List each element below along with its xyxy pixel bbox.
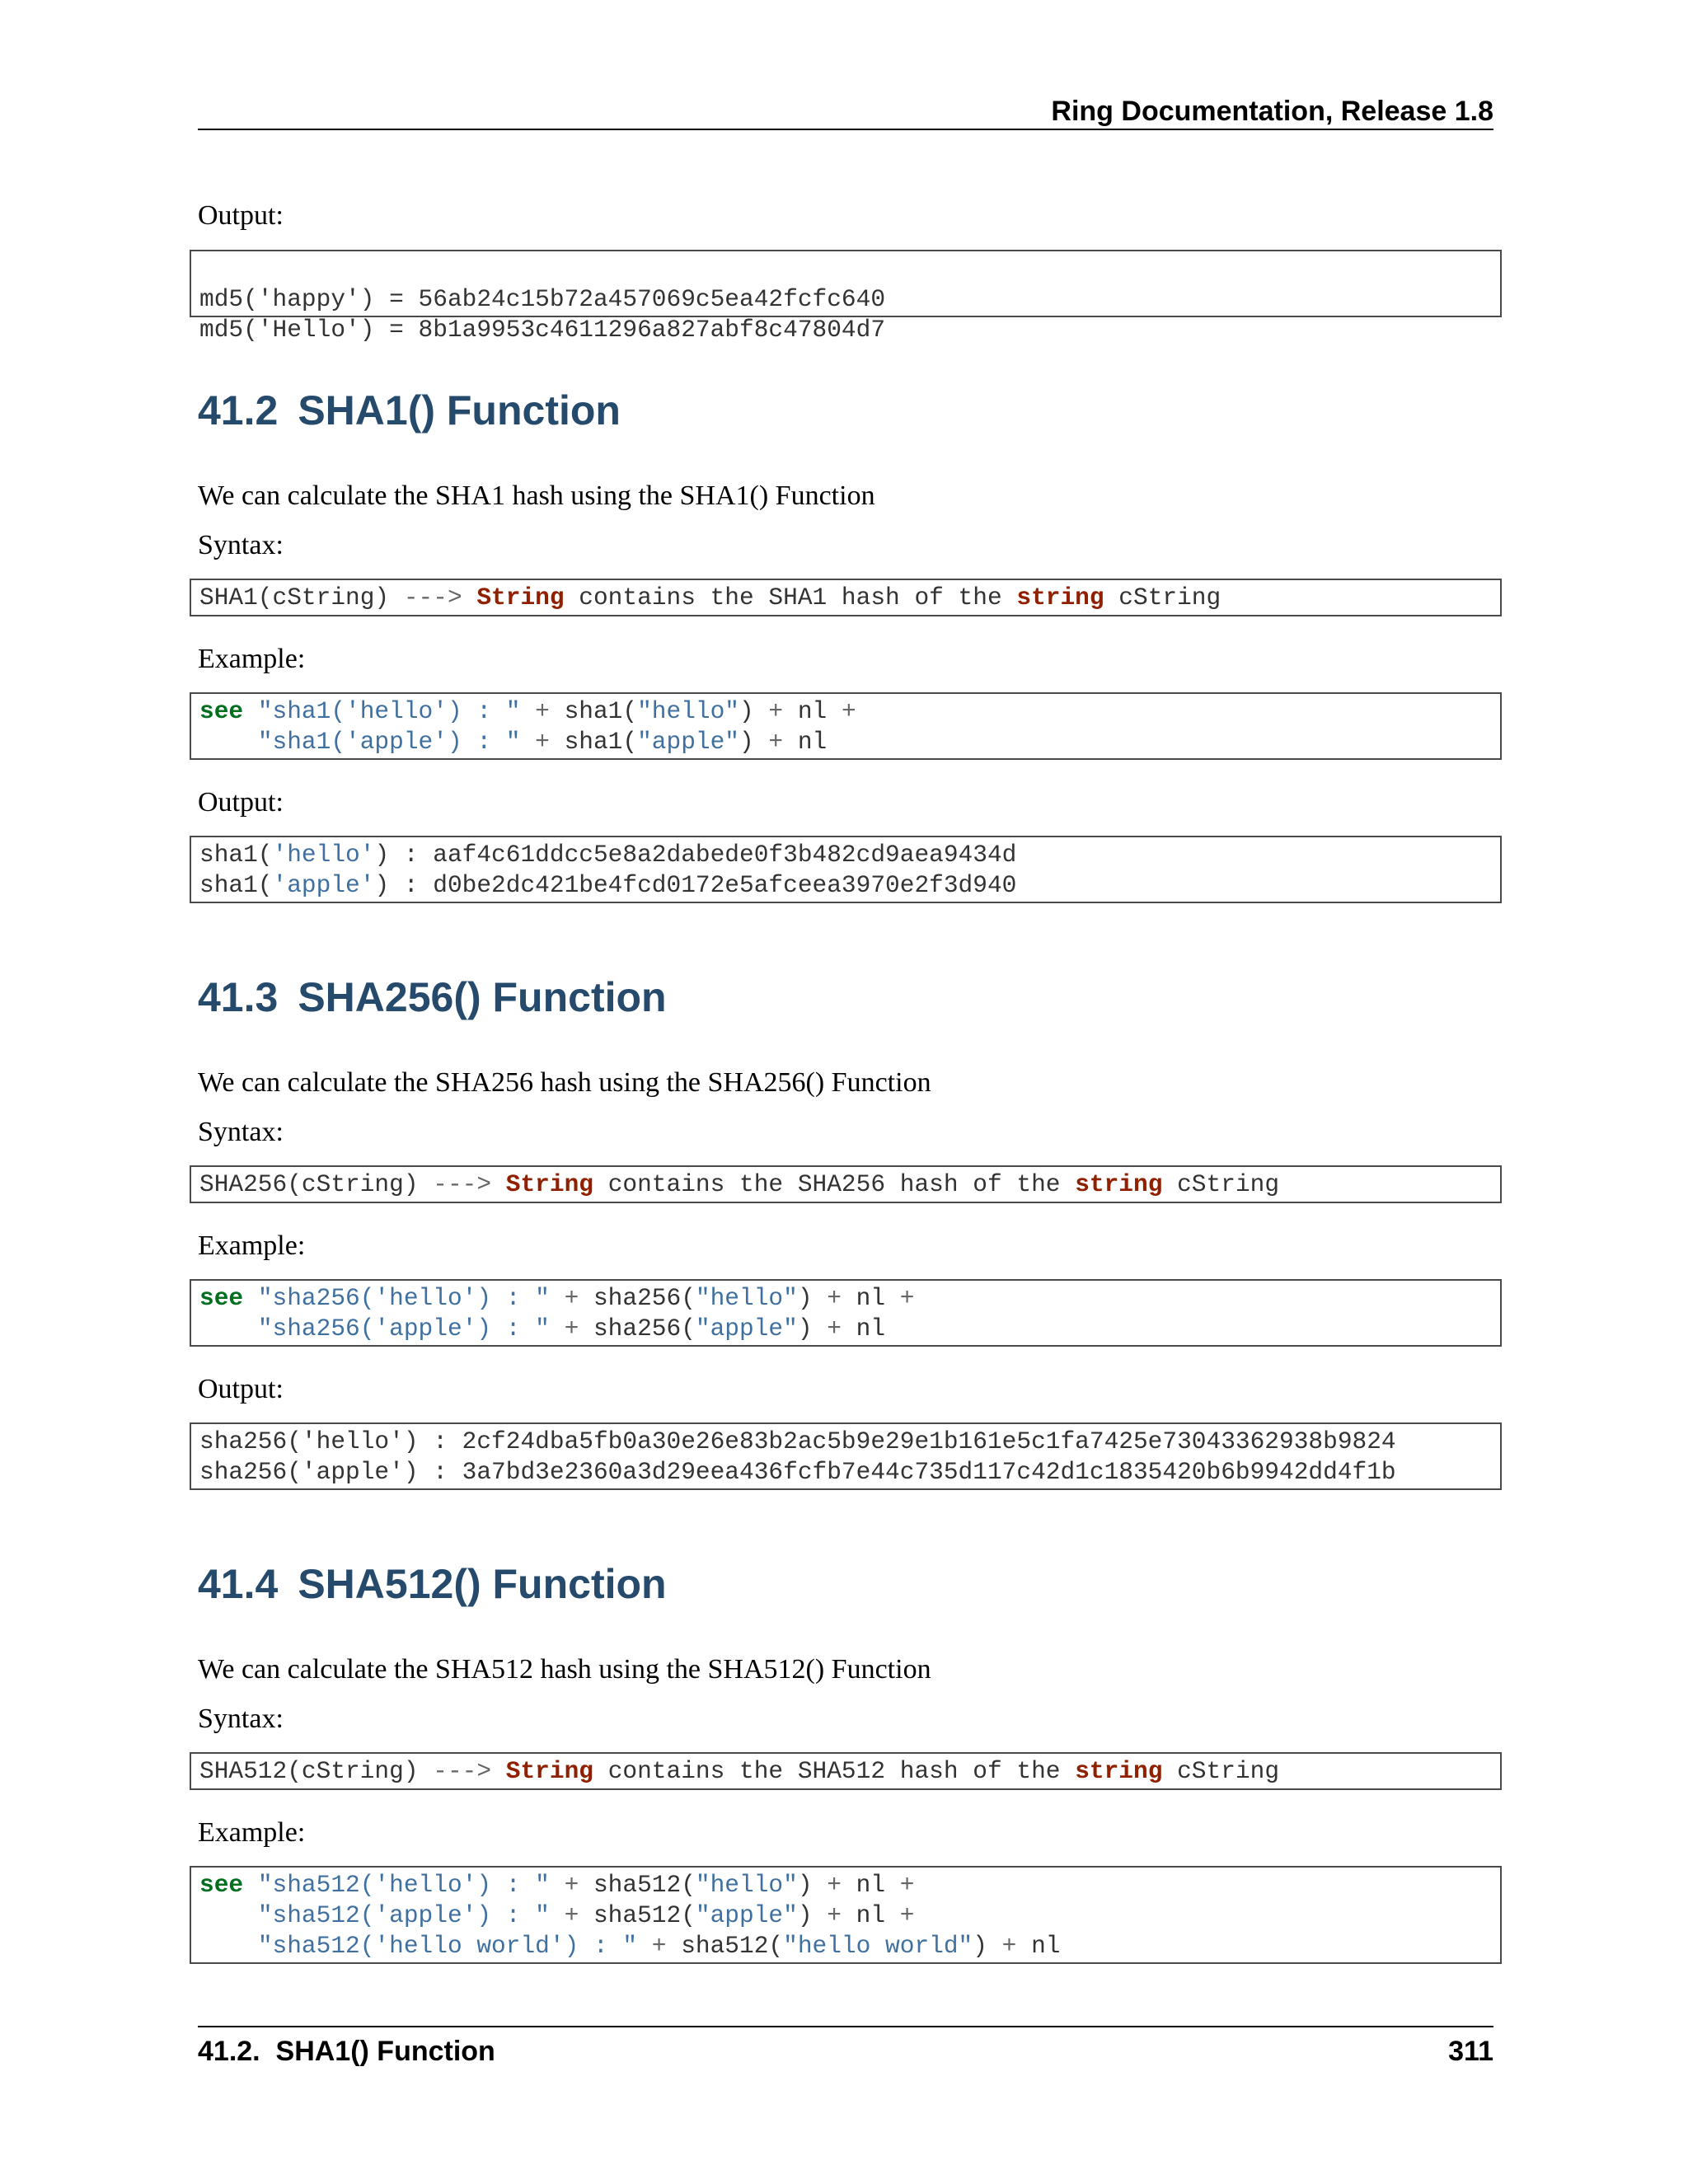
code-token: + xyxy=(564,1871,579,1899)
code-token: nl xyxy=(856,1284,886,1312)
code-token: cString xyxy=(1177,1170,1280,1198)
code-token: "hello" xyxy=(695,1284,798,1312)
code-token: "sha256('hello') : " xyxy=(257,1284,550,1312)
code-token: SHA1(cString) xyxy=(199,583,390,612)
example-label: Example: xyxy=(198,1817,306,1848)
code-token: sha256('apple') : 3a7bd3e2360a3d29eea436fcfb7e44c735d117c42d1c1835420b6b9942dd4f1b xyxy=(199,1458,1396,1486)
code-token: "apple" xyxy=(637,728,740,756)
code-token: SHA512(cString) xyxy=(199,1757,419,1785)
code-token: 'hello' xyxy=(272,841,375,869)
code-token: ) : d0be2dc421be4fcd0172e5afceea3970e2f3d940 xyxy=(374,871,1017,899)
example-label: Example: xyxy=(198,1230,306,1261)
code-token: ( xyxy=(622,728,638,756)
code-token: ( xyxy=(622,697,638,725)
code-token: + xyxy=(899,1284,915,1312)
code-token: sha256 xyxy=(593,1315,682,1343)
code-token: ( xyxy=(681,1284,696,1312)
syntax-label: Syntax: xyxy=(198,1704,284,1734)
code-token: sha512 xyxy=(593,1901,682,1929)
code-token: ) xyxy=(797,1901,813,1929)
code-token: see xyxy=(199,1871,244,1899)
code-token: ---> xyxy=(403,583,462,612)
code-token: see xyxy=(199,1284,244,1312)
code-token: nl xyxy=(797,728,828,756)
code-token: sha1 xyxy=(564,728,623,756)
section-title: SHA512() Function xyxy=(298,1561,667,1607)
footer-section: 41.2. SHA1() Function xyxy=(198,2036,495,2067)
code-token: + xyxy=(841,697,856,725)
example-label: Example: xyxy=(198,644,306,674)
code-line: md5('happy') = 56ab24c15b72a457069c5ea42fcfc640 xyxy=(199,285,886,313)
code-token: + xyxy=(827,1284,842,1312)
code-token: "sha512('hello world') : " xyxy=(257,1932,638,1960)
code-token: "apple" xyxy=(695,1315,798,1343)
code-token: cString xyxy=(1177,1757,1280,1785)
code-token: ) xyxy=(797,1871,813,1899)
code-token: ( xyxy=(681,1871,696,1899)
code-token: sha512 xyxy=(681,1932,769,1960)
code-line xyxy=(199,1931,1492,1961)
code-token: nl xyxy=(856,1315,886,1343)
code-token: contains the SHA512 hash of the xyxy=(607,1757,1061,1785)
output-label: Output: xyxy=(198,200,284,231)
code-token: ) : aaf4c61ddcc5e8a2dabede0f3b482cd9aea9434d xyxy=(374,841,1017,869)
code-token: String xyxy=(505,1170,593,1198)
code-token: "sha1('apple') : " xyxy=(257,728,521,756)
code-token: string xyxy=(1016,583,1104,612)
code-token: sha256 xyxy=(593,1284,682,1312)
code-token: cString xyxy=(1118,583,1221,612)
code-token: nl xyxy=(856,1871,886,1899)
section-description: We can calculate the SHA512 hash using the SHA512() Function xyxy=(198,1654,931,1685)
code-token: ( xyxy=(681,1901,696,1929)
code-token: SHA256(cString) xyxy=(199,1170,419,1198)
code-token: contains the SHA1 hash of the xyxy=(579,583,1002,612)
code-line xyxy=(199,727,1492,757)
code-token: + xyxy=(535,728,550,756)
code-token: ) xyxy=(739,728,754,756)
section-description: We can calculate the SHA256 hash using the SHA256() Function xyxy=(198,1067,931,1098)
syntax-label: Syntax: xyxy=(198,1117,284,1147)
header-rule xyxy=(198,129,1493,130)
code-line: md5('Hello') = 8b1a9953c4611296a827abf8c47804d7 xyxy=(199,316,886,344)
code-token: see xyxy=(199,697,244,725)
code-token: sha256('hello') : 2cf24dba5fb0a30e26e83b2ac5b9e29e1b161e5c1fa7425e73043362938b9824 xyxy=(199,1427,1396,1455)
md5-output-block xyxy=(190,250,1502,344)
code-token: sha1( xyxy=(199,871,273,899)
code-token: "sha512('hello') : " xyxy=(257,1871,550,1899)
code-token: "sha512('apple') : " xyxy=(257,1901,550,1929)
code-token: ) xyxy=(797,1315,813,1343)
code-token: + xyxy=(827,1871,842,1899)
code-token: "sha1('hello') : " xyxy=(257,697,521,725)
code-line xyxy=(199,870,1492,901)
code-token: nl xyxy=(856,1901,886,1929)
code-line xyxy=(199,696,1492,727)
section-description: We can calculate the SHA1 hash using the SHA1() Function xyxy=(198,480,875,511)
code-token: "hello" xyxy=(637,697,740,725)
sha256-syntax-block xyxy=(190,1165,1502,1203)
code-token: + xyxy=(768,697,784,725)
code-token: + xyxy=(827,1315,842,1343)
code-token: 'apple' xyxy=(272,871,375,899)
section-heading-sha1 xyxy=(198,384,621,437)
code-token: + xyxy=(564,1901,579,1929)
code-token: + xyxy=(768,728,784,756)
code-token: "apple" xyxy=(695,1901,798,1929)
code-line xyxy=(199,1169,1492,1200)
code-token: + xyxy=(827,1901,842,1929)
code-token: ---> xyxy=(433,1170,492,1198)
code-token: "sha256('apple') : " xyxy=(257,1315,550,1343)
section-number: 41.2 xyxy=(198,387,279,434)
sha1-example-block xyxy=(190,692,1502,760)
code-line xyxy=(199,1283,1492,1314)
code-line xyxy=(199,1756,1492,1787)
code-token: String xyxy=(476,583,565,612)
code-token: String xyxy=(505,1757,593,1785)
code-token: "hello world" xyxy=(783,1932,973,1960)
page-number: 311 xyxy=(1448,2036,1493,2067)
code-token: string xyxy=(1075,1757,1163,1785)
output-label: Output: xyxy=(198,1374,284,1404)
code-token: ) xyxy=(739,697,754,725)
code-line xyxy=(199,583,1492,613)
code-token: contains the SHA256 hash of the xyxy=(607,1170,1061,1198)
code-token: ( xyxy=(768,1932,784,1960)
sha256-output-block xyxy=(190,1422,1502,1490)
syntax-label: Syntax: xyxy=(198,530,284,560)
code-token: ---> xyxy=(433,1757,492,1785)
code-line xyxy=(199,1870,1492,1900)
sha512-syntax-block xyxy=(190,1752,1502,1790)
code-token: nl xyxy=(1031,1932,1061,1960)
code-token: + xyxy=(1001,1932,1017,1960)
code-token: "hello" xyxy=(695,1871,798,1899)
running-header: Ring Documentation, Release 1.8 xyxy=(1051,96,1493,127)
running-footer xyxy=(198,2032,1493,2070)
section-number: 41.3 xyxy=(198,974,279,1020)
section-heading-sha256 xyxy=(198,971,667,1024)
code-token: + xyxy=(564,1315,579,1343)
sha256-example-block xyxy=(190,1279,1502,1347)
code-token: + xyxy=(535,697,550,725)
code-token: sha512 xyxy=(593,1871,682,1899)
code-line xyxy=(199,1314,1492,1344)
code-token: + xyxy=(899,1901,915,1929)
section-title: SHA256() Function xyxy=(298,974,667,1020)
section-heading-sha512 xyxy=(198,1558,667,1610)
code-token: + xyxy=(899,1871,915,1899)
code-token: ) xyxy=(797,1284,813,1312)
sha512-example-block xyxy=(190,1866,1502,1964)
section-number: 41.4 xyxy=(198,1561,279,1607)
code-token: sha1 xyxy=(564,697,623,725)
code-token: + xyxy=(651,1932,667,1960)
code-token: nl xyxy=(797,697,828,725)
code-token: + xyxy=(564,1284,579,1312)
code-token: string xyxy=(1075,1170,1163,1198)
section-title: SHA1() Function xyxy=(298,387,621,434)
footer-rule xyxy=(198,2026,1493,2027)
sha1-syntax-block xyxy=(190,579,1502,616)
code-line xyxy=(199,840,1492,870)
sha1-output-block xyxy=(190,836,1502,903)
output-label: Output: xyxy=(198,787,284,818)
code-token: ) xyxy=(973,1932,987,1960)
code-line xyxy=(199,1900,1492,1931)
code-token: sha1( xyxy=(199,841,273,869)
code-token: ( xyxy=(681,1315,696,1343)
